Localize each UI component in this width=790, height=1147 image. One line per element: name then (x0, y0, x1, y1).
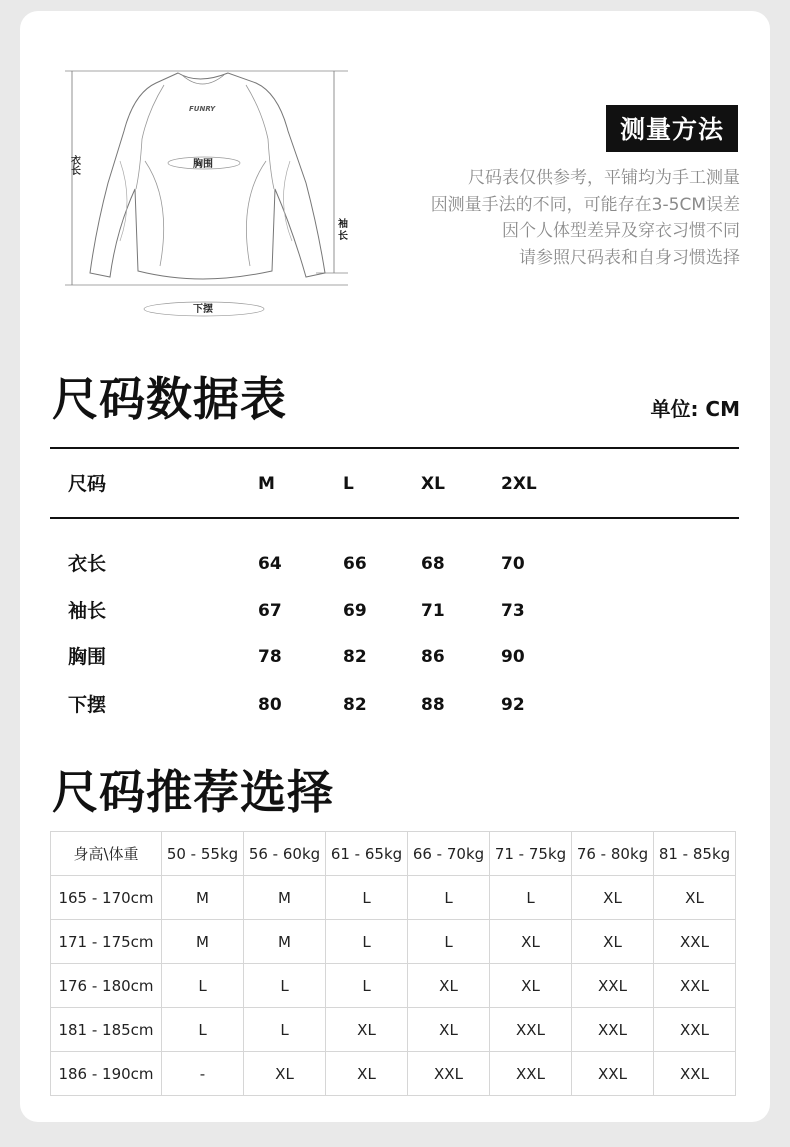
size-cell: XL (326, 1052, 408, 1096)
cell: 73 (501, 601, 525, 621)
table-row (51, 964, 736, 1008)
header-cell: 身高\体重 (51, 832, 162, 876)
note-line: 尺码表仅供参考，平铺均为手工测量 (468, 168, 740, 188)
header-cell: 71 - 75kg (490, 832, 572, 876)
size-cell: XL (572, 876, 654, 920)
size-cell: L (490, 876, 572, 920)
table-row (50, 690, 739, 720)
cell: 69 (343, 601, 367, 621)
size-cell: XXL (654, 1052, 736, 1096)
size-cell: M (244, 920, 326, 964)
size-cell: XL (244, 1052, 326, 1096)
size-cell: XXL (572, 1052, 654, 1096)
header-l: L (343, 474, 354, 494)
row-label: 胸围 (68, 646, 107, 668)
size-cell: L (244, 964, 326, 1008)
size-cell: XXL (408, 1052, 490, 1096)
size-cell: L (408, 876, 490, 920)
height-cell: 181 - 185cm (51, 1008, 162, 1052)
size-cell: XL (572, 920, 654, 964)
header-cell: 56 - 60kg (244, 832, 326, 876)
cell: 82 (343, 695, 367, 715)
size-cell: L (326, 920, 408, 964)
note-line: 因个人体型差异及穿衣习惯不同 (502, 221, 740, 241)
table-row (50, 642, 739, 672)
size-cell: XL (654, 876, 736, 920)
row-label: 衣长 (68, 553, 107, 575)
note-line: 请参照尺码表和自身习惯选择 (519, 247, 740, 268)
header-cell: 50 - 55kg (162, 832, 244, 876)
size-cell: L (408, 920, 490, 964)
cell: 67 (258, 601, 282, 621)
size-table-header (50, 469, 739, 499)
table-row (51, 1008, 736, 1052)
garment-diagram (50, 61, 350, 321)
size-table-title: 尺码数据表 (52, 372, 287, 426)
brand-logo: FUNRY (189, 105, 216, 113)
height-cell: 176 - 180cm (51, 964, 162, 1008)
table-row (51, 876, 736, 920)
table-row (51, 920, 736, 964)
cell: 68 (421, 554, 445, 574)
table-row (50, 549, 739, 579)
header-size: 尺码 (68, 473, 107, 495)
height-cell: 171 - 175cm (51, 920, 162, 964)
row-label: 下摆 (68, 694, 107, 716)
label-length: 衣长 (68, 155, 80, 175)
size-cell: XL (408, 1008, 490, 1052)
header-cell: 66 - 70kg (408, 832, 490, 876)
size-cell: XXL (572, 1008, 654, 1052)
size-cell: M (244, 876, 326, 920)
header-cell: 76 - 80kg (572, 832, 654, 876)
cell: 80 (258, 695, 282, 715)
measure-method-title: 测量方法 (606, 105, 738, 152)
height-cell: 186 - 190cm (51, 1052, 162, 1096)
size-guide-card (20, 11, 770, 1122)
table-row (51, 1052, 736, 1096)
size-cell: L (326, 876, 408, 920)
size-cell: XL (490, 920, 572, 964)
size-cell: L (244, 1008, 326, 1052)
size-cell: XL (490, 964, 572, 1008)
header-cell: 81 - 85kg (654, 832, 736, 876)
size-cell: XXL (490, 1008, 572, 1052)
size-cell: XL (326, 1008, 408, 1052)
cell: 70 (501, 554, 525, 574)
note-line: 因测量手法的不同，可能存在3-5CM误差 (430, 194, 740, 215)
size-cell: XXL (490, 1052, 572, 1096)
cell: 82 (343, 647, 367, 667)
row-label: 袖长 (68, 600, 107, 622)
unit-label: 单位: CM (650, 397, 740, 421)
size-cell: XXL (654, 964, 736, 1008)
header-2xl: 2XL (501, 474, 537, 494)
size-cell: L (162, 1008, 244, 1052)
recommend-table (50, 831, 736, 1096)
table-header-rule (50, 517, 739, 519)
shirt-illustration (50, 61, 350, 321)
cell: 64 (258, 554, 282, 574)
recommend-header-row (51, 832, 736, 876)
measure-notes (320, 165, 740, 271)
header-m: M (258, 474, 275, 494)
label-chest: 胸围 (193, 159, 213, 170)
size-cell: XXL (654, 920, 736, 964)
label-hem: 下摆 (193, 304, 213, 315)
header-xl: XL (421, 474, 445, 494)
size-cell: - (162, 1052, 244, 1096)
size-cell: XXL (654, 1008, 736, 1052)
size-cell: XL (408, 964, 490, 1008)
size-cell: XXL (572, 964, 654, 1008)
size-cell: L (162, 964, 244, 1008)
table-row (50, 596, 739, 626)
cell: 86 (421, 647, 445, 667)
size-cell: L (326, 964, 408, 1008)
recommend-title: 尺码推荐选择 (52, 765, 334, 819)
table-top-rule (50, 447, 739, 449)
header-cell: 61 - 65kg (326, 832, 408, 876)
cell: 92 (501, 695, 525, 715)
cell: 88 (421, 695, 445, 715)
cell: 90 (501, 647, 525, 667)
height-cell: 165 - 170cm (51, 876, 162, 920)
size-cell: M (162, 920, 244, 964)
size-cell: M (162, 876, 244, 920)
cell: 66 (343, 554, 367, 574)
cell: 71 (421, 601, 445, 621)
label-sleeve: 袖长 (338, 219, 348, 242)
cell: 78 (258, 647, 282, 667)
